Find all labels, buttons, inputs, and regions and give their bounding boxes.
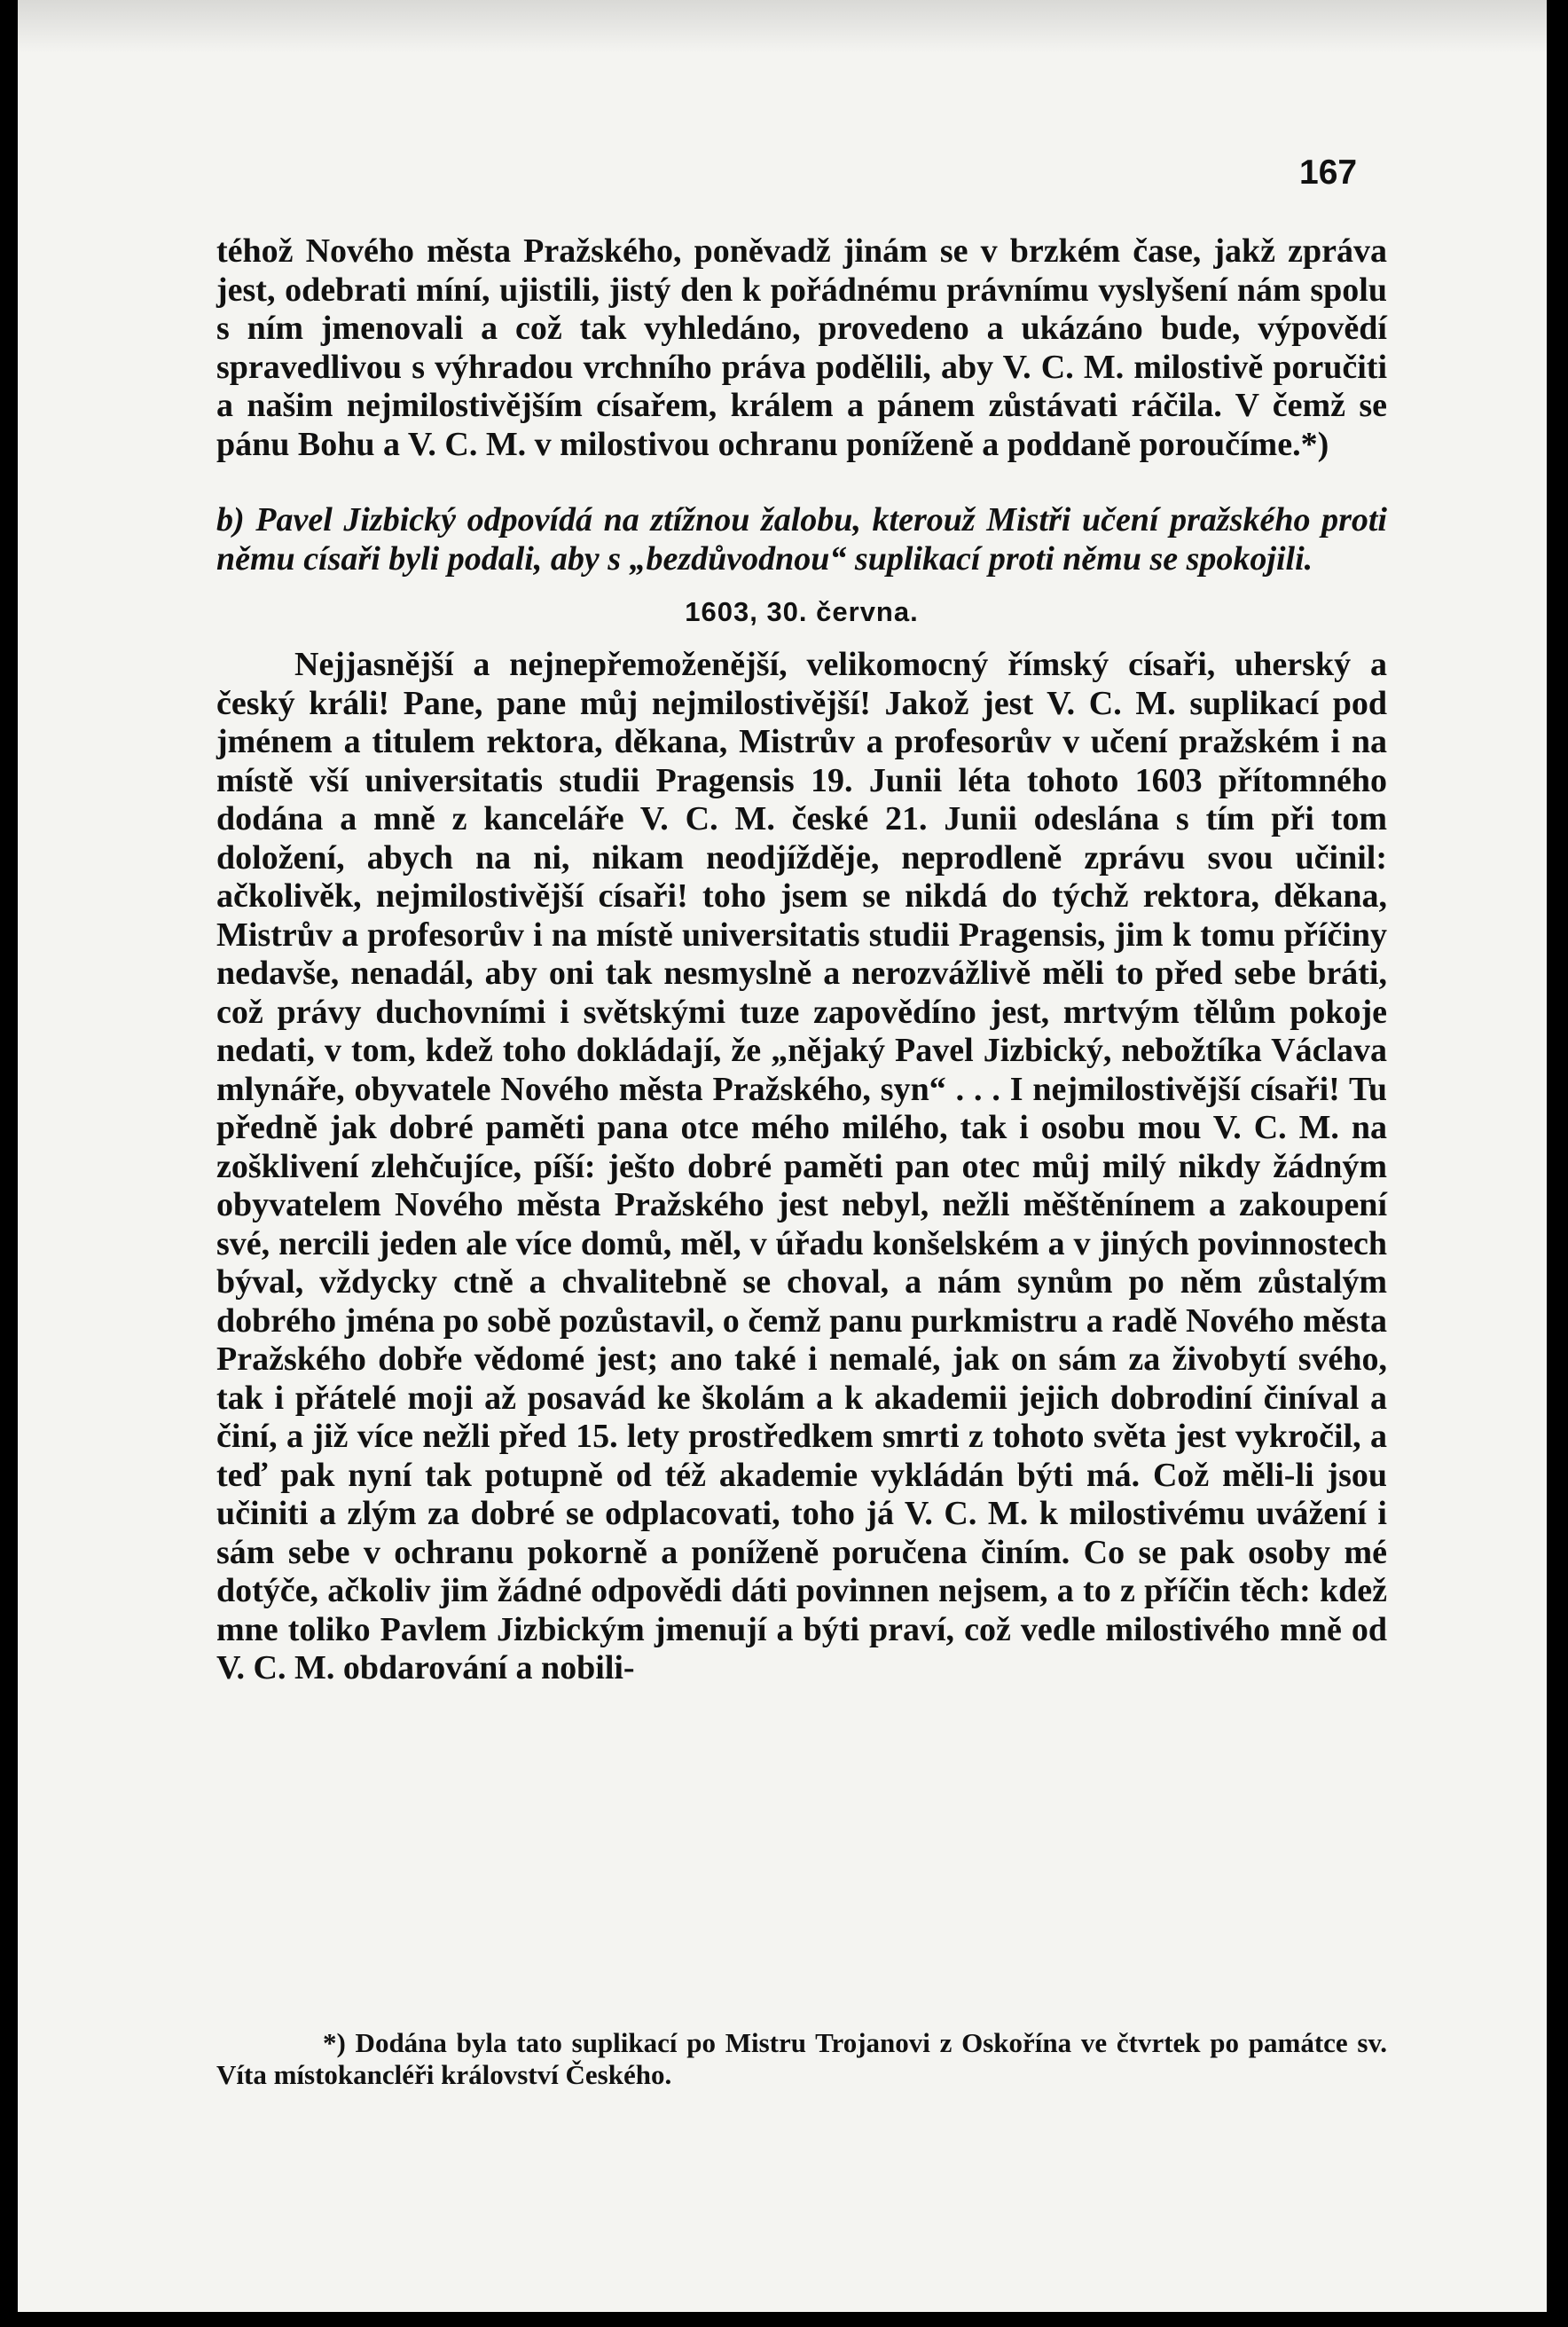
paragraph-continuation: téhož Nového města Pražského, poněvadž jinám se v brzkém čase, jakž zpráva jest, odebrati míní, ujistili, jistý den k pořádnému právnímu vyslyšení nám spolu s ním jmenovali a což tak vyhledáno, provedeno a ukázáno bude, výpovědí spravedlivou s výhradou vrchního práva podělili, aby V. C. M. milostivě poručiti a našim nejmilostivějším císařem, králem a pánem zůstávati ráčila. V čemž se pánu Bohu a V. C. M. v milostivou ochranu poníženě a poddaně poroučíme.*)	[216, 232, 1387, 463]
footnote: *) Dodána byla tato suplikací po Mistru Trojanovi z Oskořína ve čtvrtek po památce sv. Víta místokancléři království Českého.	[216, 2027, 1387, 2090]
paragraph-body: Nejjasnější a nejnepřemoženější, velikomocný římský císaři, uherský a český králi! Pane, pane můj nejmilostivější! Jakož jest V. C. M. suplikací pod jménem a titulem rektora, děkana, Mistrův a profesorův v učení pražském i na místě vší universitatis studii Pragensis 19. Junii léta tohoto 1603 přítomného dodána a mně z kanceláře V. C. M. české 21. Junii odeslána s tím při tom doložení, abych na ni, nikam neodjížděje, neprodleně zprávu svou učinil: ačkolivěk, nejmilostivější císaři! toho jsem se nikdá do týchž rektora, děkana, Mistrův a profesorův i na místě universitatis studii Pragensis, jim k tomu příčiny nedavše, nenadál, aby oni tak nesmyslně a nerozvážlivě měli to před sebe bráti, což právy duchovními i světskými tuze zapovědíno jest, mrtvým tělům pokoje nedati, v tom, kdež toho dokládají, že „nějaký Pavel Jizbický, nebožtíka Václava mlynáře, obyvatele Nového města Pražského, syn“ . . . I nejmilostivější císaři! Tu předně jak dobré paměti pana otce mého milého, tak i osobu mou V. C. M. na zošklivení zlehčujíce, píší: ješto dobré paměti pan otec můj milý nikdy žádným obyvatelem Nového města Pražského jest nebyl, nežli měštěnínem a zakoupení své, nercili jeden ale více domů, měl, v úřadu konšelském a v jiných povinnostech býval, vždycky ctně a chvalitebně se choval, a nám synům po něm zůstalým dobrého jména po sobě pozůstavil, o čemž panu purkmistru a radě Nového města Pražského dobře vědomé jest; ano také i nemalé, jak on sám za živobytí svého, tak i přátelé moji až posavád ke školám a k akademii jejich dobrodiní činíval a činí, a již více nežli před 15. lety prostředkem smrti z tohoto světa jest vykročil, a teď pak nyní tak potupně od též akademie vykládán býti má. Což měli-li jsou učiniti a zlým za dobré se odplacovati, toho já V. C. M. k milostivému uvážení i sám sebe v ochranu pokorně a poníženě poručena činím. Co se pak osoby mé dotýče, ačkoliv jim žádné odpovědi dáti povinnen nejsem, a to z příčin těch: kdež mne toliko Pavlem Jizbickým jmenují a býti praví, což vedle milostivého mně od V. C. M. obdarování a nobili-	[216, 646, 1387, 1686]
main-text	[216, 232, 1387, 1688]
book-page	[18, 0, 1547, 2312]
section-heading: b) Pavel Jizbický odpovídá na ztížnou žalobu, kterouž Mistři učení pražského proti němu císaři byli podali, aby s „bezdůvodnou“ suplikací proti němu se spokojili.	[216, 501, 1387, 578]
page-shadow	[18, 0, 1547, 53]
document-date: 1603, 30. června.	[685, 596, 919, 627]
page-number: 167	[1299, 153, 1358, 192]
